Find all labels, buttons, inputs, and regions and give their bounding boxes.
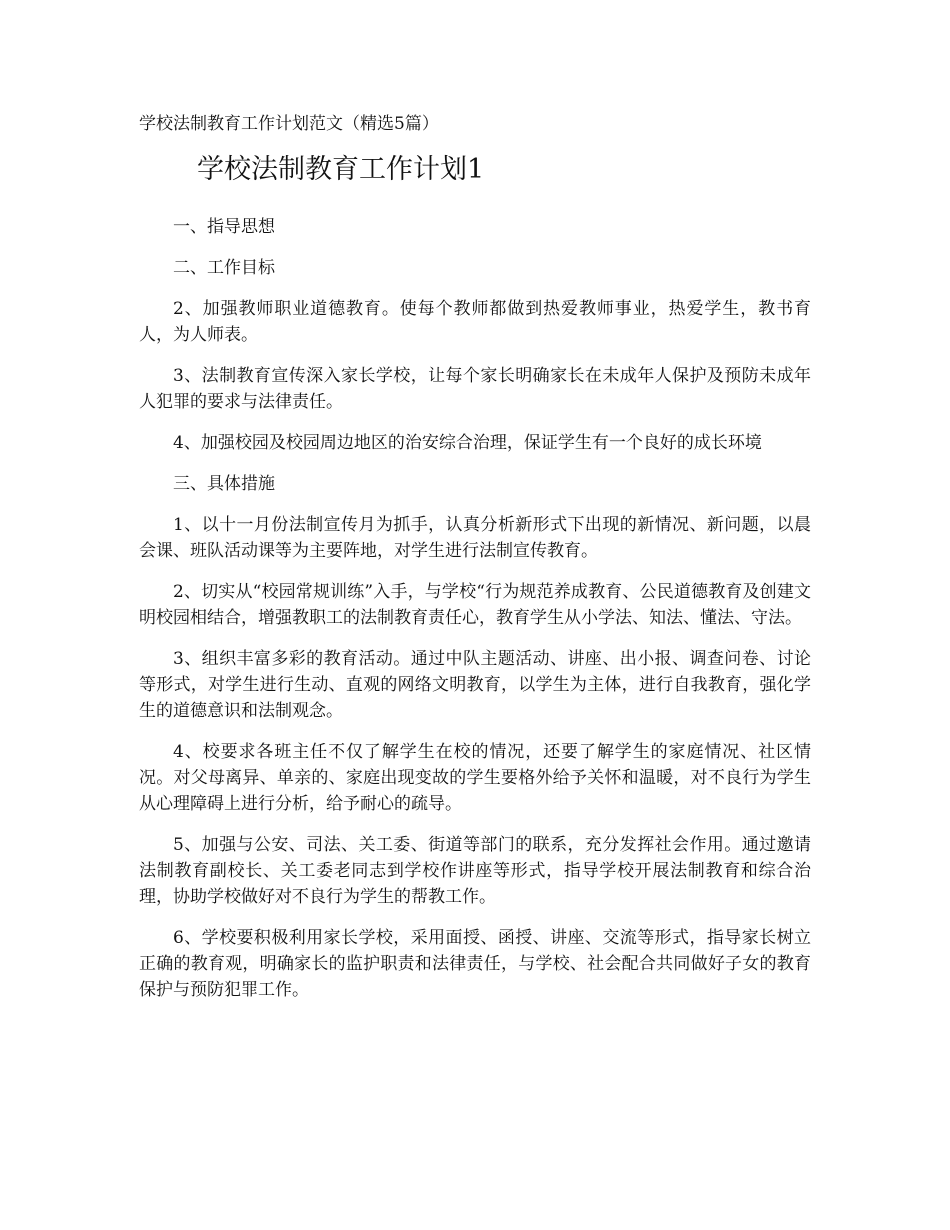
document-header: 学校法制教育工作计划范文（精选5篇） [139, 114, 439, 134]
paragraph-measure-3: 3、组织丰富多彩的教育活动。通过中队主题活动、讲座、出小报、调查问卷、讨论等形式，对学生进行生动、直观的网络文明教育，以学生为主体，进行自我教育，强化学生的道德意识和法制观念。 [139, 649, 811, 721]
section-heading-work-goals: 二、工作目标 [173, 258, 275, 278]
paragraph-measure-1: 1、以十一月份法制宣传月为抓手，认真分析新形式下出现的新情况、新问题，以晨会课、班队活动课等为主要阵地，对学生进行法制宣传教育。 [139, 515, 811, 561]
document-body [139, 214, 811, 1018]
document-title: 学校法制教育工作计划1 [197, 154, 485, 185]
paragraph-goal-4: 4、加强校园及校园周边地区的治安综合治理，保证学生有一个良好的成长环境 [173, 433, 762, 453]
section-heading-guiding-ideology: 一、指导思想 [173, 217, 275, 237]
paragraph-goal-2: 2、加强教师职业道德教育。使每个教师都做到热爱教师事业，热爱学生，教书育人，为人师表。 [139, 299, 811, 345]
paragraph-goal-3: 3、法制教育宣传深入家长学校，让每个家长明确家长在未成年人保护及预防未成年人犯罪的要求与法律责任。 [139, 366, 811, 412]
paragraph-measure-5: 5、加强与公安、司法、关工委、街道等部门的联系，充分发挥社会作用。通过邀请法制教育副校长、关工委老同志到学校作讲座等形式，指导学校开展法制教育和综合治理，协助学校做好对不良行为学生的帮教工作。 [139, 835, 811, 907]
paragraph-measure-2: 2、切实从“校园常规训练”入手，与学校“行为规范养成教育、公民道德教育及创建文明校园相结合，增强教职工的法制教育责任心，教育学生从小学法、知法、懂法、守法。 [139, 582, 811, 628]
section-heading-specific-measures: 三、具体措施 [173, 474, 275, 494]
paragraph-measure-6: 6、学校要积极利用家长学校，采用面授、函授、讲座、交流等形式，指导家长树立正确的教育观，明确家长的监护职责和法律责任，与学校、社会配合共同做好子女的教育保护与预防犯罪工作。 [139, 928, 811, 1000]
paragraph-measure-4: 4、校要求各班主任不仅了解学生在校的情况，还要了解学生的家庭情况、社区情况。对父母离异、单亲的、家庭出现变故的学生要格外给予关怀和温暖，对不良行为学生从心理障碍上进行分析，给予耐心的疏导。 [139, 742, 811, 814]
